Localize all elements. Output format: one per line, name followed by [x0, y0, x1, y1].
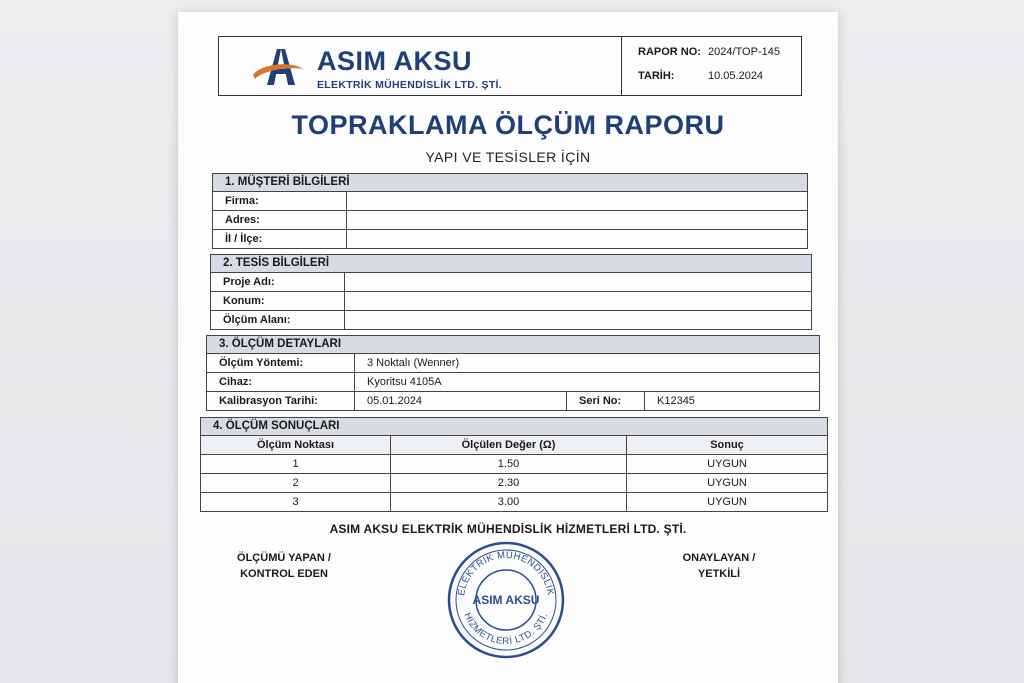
- firma-value[interactable]: [347, 192, 807, 210]
- result-cell: UYGUN: [707, 477, 747, 489]
- konum-value[interactable]: [345, 292, 811, 310]
- table-row: [211, 311, 811, 329]
- stamp-center-text: ASIM AKSU: [472, 593, 540, 607]
- serial-value: K12345: [657, 395, 695, 407]
- report-meta: [621, 37, 802, 95]
- results-header-row: [201, 436, 827, 455]
- company-full-name: ASIM AKSU ELEKTRİK MÜHENDİSLİK HİZMETLERİ LTD. ŞTİ.: [329, 522, 687, 536]
- report-no-row: [638, 46, 780, 58]
- table-row: [201, 455, 827, 474]
- olcum-alani-label: Ölçüm Alanı:: [211, 311, 345, 329]
- customer-section-heading: 1. MÜŞTERİ BİLGİLERİ: [213, 174, 807, 192]
- signature-left: [214, 550, 354, 582]
- signature-right-line2: YETKİLİ: [697, 568, 741, 580]
- details-section: [206, 335, 820, 411]
- report-sheet: [178, 12, 838, 683]
- olcum-alani-value[interactable]: [345, 311, 811, 329]
- table-row: [211, 273, 811, 292]
- report-date-value: 10.05.2024: [708, 70, 764, 82]
- value-cell: 1.50: [391, 455, 627, 473]
- col-point-header: Ölçüm Noktası: [201, 436, 391, 454]
- adres-label: Adres:: [213, 211, 347, 229]
- table-row: [207, 392, 819, 410]
- point-cell: 1: [201, 455, 391, 473]
- value-cell: 3.00: [391, 493, 627, 511]
- brand-subtitle: ELEKTRİK MÜHENDİSLİK LTD. ŞTİ.: [317, 79, 502, 91]
- report-title: TOPRAKLAMA ÖLÇÜM RAPORU: [291, 110, 725, 140]
- customer-section: [212, 173, 808, 249]
- signature-left-line2: KONTROL EDEN: [240, 568, 328, 580]
- method-label: Ölçüm Yöntemi:: [207, 354, 355, 372]
- calibration-label: Kalibrasyon Tarihi:: [207, 392, 355, 410]
- konum-label: Konum:: [211, 292, 345, 310]
- results-section: [200, 417, 828, 512]
- value-cell: 2.30: [391, 474, 627, 492]
- company-stamp: [446, 540, 566, 660]
- facility-section-heading: 2. TESİS BİLGİLERİ: [211, 255, 811, 273]
- svg-text:ELEKTRİK MÜHENDİSLİK: [456, 550, 556, 597]
- method-value: 3 Noktalı (Wenner): [367, 357, 460, 369]
- table-row: [213, 192, 807, 211]
- device-value: Kyoritsu 4105A: [367, 376, 442, 388]
- proje-adi-label: Proje Adı:: [211, 273, 345, 291]
- table-row: [207, 354, 819, 373]
- table-row: [211, 292, 811, 311]
- table-row: [201, 493, 827, 511]
- table-row: [213, 211, 807, 230]
- calibration-value: 05.01.2024: [355, 392, 567, 410]
- table-row: [201, 474, 827, 493]
- il-ilce-label: İl / İlçe:: [213, 230, 347, 248]
- table-row: [213, 230, 807, 248]
- firma-label: Firma:: [213, 192, 347, 210]
- point-cell: 2: [201, 474, 391, 492]
- report-date-row: [638, 70, 763, 82]
- serial-label: Seri No:: [567, 392, 645, 410]
- signature-right-line1: ONAYLAYAN /: [682, 552, 756, 564]
- details-section-heading: 3. ÖLÇÜM DETAYLARI: [207, 336, 819, 354]
- brand-name: ASIM AKSU: [317, 46, 473, 76]
- report-date-label: TARİH:: [638, 70, 675, 82]
- report-no-label: RAPOR NO:: [638, 46, 701, 58]
- results-section-heading: 4. ÖLÇÜM SONUÇLARI: [201, 418, 827, 436]
- il-ilce-value[interactable]: [347, 230, 807, 248]
- signature-left-line1: ÖLÇÜMÜ YAPAN /: [237, 552, 331, 564]
- proje-adi-value[interactable]: [345, 273, 811, 291]
- stamp-top-arc: ELEKTRİK MÜHENDİSLİK: [456, 549, 556, 597]
- report-header: [218, 36, 802, 96]
- signature-right: [654, 550, 784, 582]
- col-value-header: Ölçülen Değer (Ω): [391, 436, 627, 454]
- stamp-bottom-arc: HİZMETLERİ LTD. ŞTİ.: [461, 611, 551, 648]
- point-cell: 3: [201, 493, 391, 511]
- result-cell: UYGUN: [707, 458, 747, 470]
- report-subtitle: YAPI VE TESİSLER İÇİN: [425, 149, 591, 165]
- facility-section: [210, 254, 812, 330]
- table-row: [207, 373, 819, 392]
- svg-text:HİZMETLERİ LTD. ŞTİ.: [461, 611, 550, 647]
- report-no-value: 2024/TOP-145: [708, 46, 780, 58]
- col-result-header: Sonuç: [627, 436, 827, 454]
- company-logo-icon: [249, 45, 305, 89]
- device-label: Cihaz:: [207, 373, 355, 391]
- adres-value[interactable]: [347, 211, 807, 229]
- result-cell: UYGUN: [707, 496, 747, 508]
